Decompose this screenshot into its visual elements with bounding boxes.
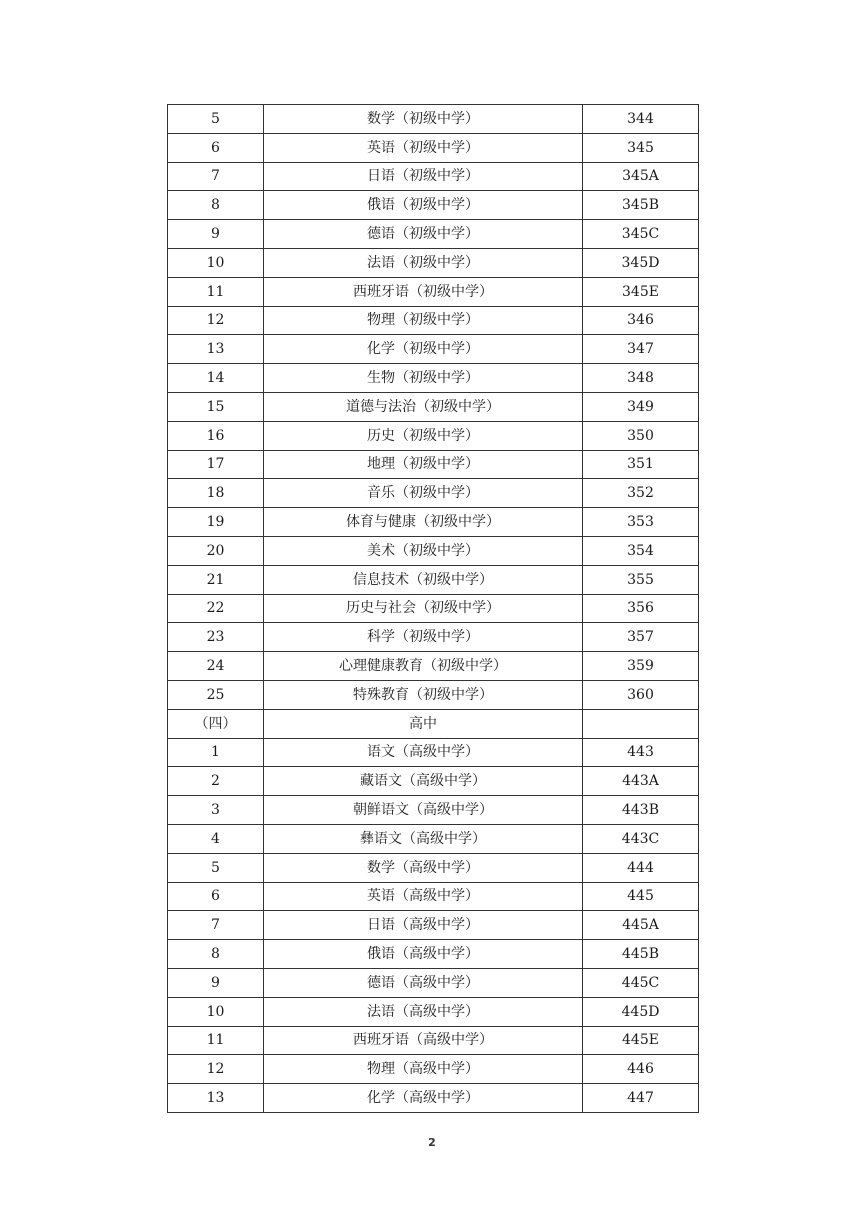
subject-code-cell: 344 (583, 105, 699, 134)
table-row (168, 767, 699, 796)
row-number-cell: 10 (168, 997, 264, 1026)
subject-name-cell: 朝鲜语文（高级中学） (264, 796, 583, 825)
row-number-cell: 4 (168, 824, 264, 853)
subject-name-cell: 历史（初级中学） (264, 421, 583, 450)
row-number-cell: 9 (168, 220, 264, 249)
table-row (168, 277, 699, 306)
row-number-cell: 3 (168, 796, 264, 825)
row-number-cell: 21 (168, 565, 264, 594)
subject-code-cell: 349 (583, 392, 699, 421)
row-number-cell: 13 (168, 335, 264, 364)
subject-name-cell: 西班牙语（初级中学） (264, 277, 583, 306)
subject-name-cell: 英语（高级中学） (264, 882, 583, 911)
row-number-cell: 8 (168, 940, 264, 969)
subject-code-cell: 445 (583, 882, 699, 911)
subject-name-cell: 德语（初级中学） (264, 220, 583, 249)
table-row (168, 162, 699, 191)
subject-code-cell: 447 (583, 1084, 699, 1113)
table-row (168, 220, 699, 249)
table-row (168, 940, 699, 969)
table-row (168, 565, 699, 594)
table-row (168, 1084, 699, 1113)
table-row (168, 248, 699, 277)
subject-name-cell: 道德与法治（初级中学） (264, 392, 583, 421)
subject-name-cell: 藏语文（高级中学） (264, 767, 583, 796)
row-number-cell: 20 (168, 536, 264, 565)
section-header-row (168, 709, 699, 738)
row-number-cell: 16 (168, 421, 264, 450)
row-number-cell: 7 (168, 162, 264, 191)
subject-name-cell: 美术（初级中学） (264, 536, 583, 565)
row-number-cell: 19 (168, 508, 264, 537)
subject-code-cell: 443B (583, 796, 699, 825)
table-row (168, 421, 699, 450)
subject-name-cell: 高中 (264, 709, 583, 738)
row-number-cell: 11 (168, 277, 264, 306)
page-number: 2 (428, 1136, 436, 1149)
table-row (168, 392, 699, 421)
table-row (168, 105, 699, 134)
subject-name-cell: 生物（初级中学） (264, 364, 583, 393)
subject-code-cell: 351 (583, 450, 699, 479)
row-number-cell: 11 (168, 1026, 264, 1055)
subject-code-cell: 350 (583, 421, 699, 450)
table-row (168, 594, 699, 623)
subject-code-cell (583, 709, 699, 738)
subject-code-cell: 360 (583, 680, 699, 709)
subject-name-cell: 德语（高级中学） (264, 968, 583, 997)
table-row (168, 335, 699, 364)
subject-name-cell: 历史与社会（初级中学） (264, 594, 583, 623)
subject-name-cell: 心理健康教育（初级中学） (264, 652, 583, 681)
table-row (168, 623, 699, 652)
row-number-cell: 5 (168, 105, 264, 134)
row-number-cell: 5 (168, 853, 264, 882)
subject-code-cell: 445C (583, 968, 699, 997)
subject-name-cell: 物理（初级中学） (264, 306, 583, 335)
row-number-cell: 6 (168, 882, 264, 911)
row-number-cell: 17 (168, 450, 264, 479)
subject-code-cell: 346 (583, 306, 699, 335)
subject-code-cell: 348 (583, 364, 699, 393)
row-number-cell: （四） (168, 709, 264, 738)
row-number-cell: 23 (168, 623, 264, 652)
subject-name-cell: 化学（初级中学） (264, 335, 583, 364)
row-number-cell: 18 (168, 479, 264, 508)
row-number-cell: 2 (168, 767, 264, 796)
subject-code-cell: 443 (583, 738, 699, 767)
subject-name-cell: 地理（初级中学） (264, 450, 583, 479)
row-number-cell: 1 (168, 738, 264, 767)
row-number-cell: 13 (168, 1084, 264, 1113)
table-row (168, 479, 699, 508)
subject-code-cell: 352 (583, 479, 699, 508)
subject-name-cell: 彝语文（高级中学） (264, 824, 583, 853)
subject-code-cell: 446 (583, 1055, 699, 1084)
row-number-cell: 14 (168, 364, 264, 393)
subject-code-cell: 345 (583, 133, 699, 162)
subject-name-cell: 日语（初级中学） (264, 162, 583, 191)
subject-name-cell: 化学（高级中学） (264, 1084, 583, 1113)
subject-name-cell: 特殊教育（初级中学） (264, 680, 583, 709)
table-row (168, 796, 699, 825)
subject-name-cell: 数学（初级中学） (264, 105, 583, 134)
row-number-cell: 12 (168, 1055, 264, 1084)
subject-name-cell: 俄语（高级中学） (264, 940, 583, 969)
subject-name-cell: 俄语（初级中学） (264, 191, 583, 220)
subject-name-cell: 法语（高级中学） (264, 997, 583, 1026)
row-number-cell: 7 (168, 911, 264, 940)
table-row (168, 450, 699, 479)
table-row (168, 968, 699, 997)
row-number-cell: 25 (168, 680, 264, 709)
table-body (168, 105, 699, 1113)
table-row (168, 191, 699, 220)
subject-code-cell: 345A (583, 162, 699, 191)
row-number-cell: 22 (168, 594, 264, 623)
subject-name-cell: 法语（初级中学） (264, 248, 583, 277)
subject-name-cell: 音乐（初级中学） (264, 479, 583, 508)
table-row (168, 1026, 699, 1055)
subject-code-cell: 345C (583, 220, 699, 249)
subject-name-cell: 语文（高级中学） (264, 738, 583, 767)
subject-code-cell: 355 (583, 565, 699, 594)
subject-code-cell: 345B (583, 191, 699, 220)
table-row (168, 882, 699, 911)
subject-code-cell: 445B (583, 940, 699, 969)
table-row (168, 853, 699, 882)
subject-code-cell: 345E (583, 277, 699, 306)
subject-code-cell: 354 (583, 536, 699, 565)
subject-name-cell: 科学（初级中学） (264, 623, 583, 652)
row-number-cell: 9 (168, 968, 264, 997)
table-row (168, 738, 699, 767)
table-row (168, 652, 699, 681)
subject-code-cell: 345D (583, 248, 699, 277)
table-row (168, 508, 699, 537)
subject-name-cell: 体育与健康（初级中学） (264, 508, 583, 537)
table-row (168, 306, 699, 335)
row-number-cell: 24 (168, 652, 264, 681)
subject-code-cell: 356 (583, 594, 699, 623)
row-number-cell: 8 (168, 191, 264, 220)
subject-name-cell: 英语（初级中学） (264, 133, 583, 162)
subject-code-cell: 353 (583, 508, 699, 537)
table-row (168, 997, 699, 1026)
subject-code-cell: 443A (583, 767, 699, 796)
subject-name-cell: 西班牙语（高级中学） (264, 1026, 583, 1055)
subject-code-cell: 445A (583, 911, 699, 940)
table-row (168, 536, 699, 565)
subject-name-cell: 物理（高级中学） (264, 1055, 583, 1084)
row-number-cell: 15 (168, 392, 264, 421)
subject-code-cell: 347 (583, 335, 699, 364)
subject-name-cell: 信息技术（初级中学） (264, 565, 583, 594)
subject-code-cell: 357 (583, 623, 699, 652)
table-row (168, 680, 699, 709)
table-row (168, 133, 699, 162)
subject-code-cell: 444 (583, 853, 699, 882)
row-number-cell: 12 (168, 306, 264, 335)
subject-code-cell: 445E (583, 1026, 699, 1055)
subject-name-cell: 日语（高级中学） (264, 911, 583, 940)
table-row (168, 364, 699, 393)
table-row (168, 1055, 699, 1084)
subject-code-table (167, 104, 699, 1113)
subject-code-cell: 445D (583, 997, 699, 1026)
row-number-cell: 10 (168, 248, 264, 277)
table-row (168, 824, 699, 853)
table-row (168, 911, 699, 940)
row-number-cell: 6 (168, 133, 264, 162)
subject-name-cell: 数学（高级中学） (264, 853, 583, 882)
subject-code-cell: 443C (583, 824, 699, 853)
subject-code-cell: 359 (583, 652, 699, 681)
